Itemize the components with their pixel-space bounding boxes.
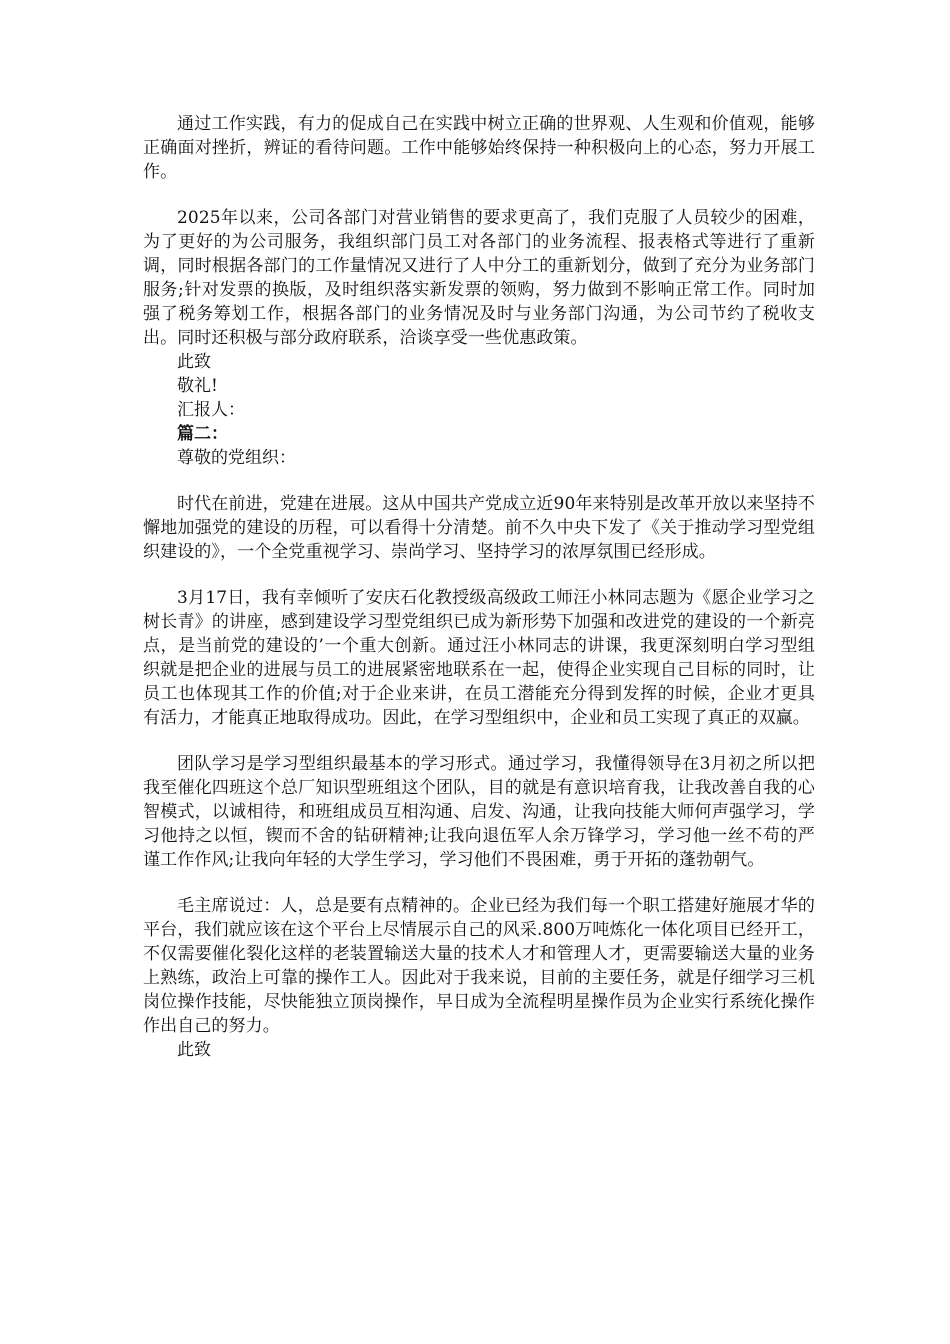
part1-paragraph-2: 2025年以来，公司各部门对营业销售的要求更高了，我们克服了人员较少的困难，为了更好的为公司服务，我组织部门员工对各部门的业务流程、报表格式等进行了重新调，同时根据各部门的工作量情况又进行了人中分工的重新划分，做到了充分为业务部门服务;针对发票的换版，及时组织落实新发票的领购，努力做到不影响正常工作。同时加强了税务筹划工作，根据各部门的业务情况及时与业务部门沟通，为公司节约了税收支出。同时还积极与部分政府联系，洽谈享受一些优惠政策。 — [143, 208, 815, 348]
part2-paragraph-4: 毛主席说过：人，总是要有点精神的。企业已经为我们每一个职工搭建好施展才华的平台，我们就应该在这个平台上尽情展示自己的风采.800万吨炼化一体化项目已经开工，不仅需要催化裂化这样的老装置输送大量的技术人才和管理人才，更需要输送大量的业务上熟练，政治上可靠的操作工人。因此对于我来说，目前的主要任务，就是仔细学习三机岗位操作技能，尽快能独立顶岗操作，早日成为全流程明星操作员为企业实行系统化操作作出自己的努力。 — [143, 896, 815, 1036]
part2-paragraph-2: 3月17日，我有幸倾听了安庆石化教授级高级政工师汪小林同志题为《愿企业学习之树长青》的讲座，感到建设学习型党组织已成为新形势下加强和改进党的建设的一个新亮点，是当前党的建设的’一个重大创新。通过汪小林同志的讲课，我更深刻明白学习型组织就是把企业的进展与员工的进展紧密地联系在一起，使得企业实现自己目标的同时，让员工也体现其工作的价值;对于企业来讲，在员工潜能充分得到发挥的时候，企业才更具有活力，才能真正地取得成功。因此，在学习型组织中，企业和员工实现了真正的双赢。 — [143, 588, 815, 728]
part1-closing-2: 敬礼! — [177, 376, 218, 396]
part2-heading: 篇二： — [177, 424, 228, 444]
part2-paragraph-1: 时代在前进，党建在进展。这从中国共产党成立近90年来特别是改革开放以来坚持不懈地加强党的建设的历程，可以看得十分清楚。前不久中央下发了《关于推动学习型党组织建设的》，一个全党重视学习、崇尚学习、坚持学习的浓厚氛围已经形成。 — [143, 494, 815, 562]
part2-salutation: 尊敬的党组织： — [177, 448, 296, 468]
part2-closing-1: 此致 — [177, 1040, 211, 1060]
part1-paragraph-1: 通过工作实践，有力的促成自己在实践中树立正确的世界观、人生观和价值观，能够正确面对挫折，辨证的看待问题。工作中能够始终保持一种积极向上的心态，努力开展工作。 — [143, 114, 815, 182]
part1-signature: 汇报人： — [177, 400, 245, 420]
part2-paragraph-3: 团队学习是学习型组织最基本的学习形式。通过学习，我懂得领导在3月初之所以把我至催化四班这个总厂知识型班组这个团队，目的就是有意识培育我，让我改善自我的心智模式，以诚相待，和班组成员互相沟通、启发、沟通，让我向技能大师何声强学习，学习他持之以恒，锲而不舍的钻研精神;让我向退伍军人余万锋学习，学习他一丝不苟的严谨工作作风;让我向年轻的大学生学习，学习他们不畏困难，勇于开拓的蓬勃朝气。 — [143, 754, 815, 870]
document-page — [143, 112, 815, 1062]
part1-closing-1: 此致 — [177, 352, 211, 372]
